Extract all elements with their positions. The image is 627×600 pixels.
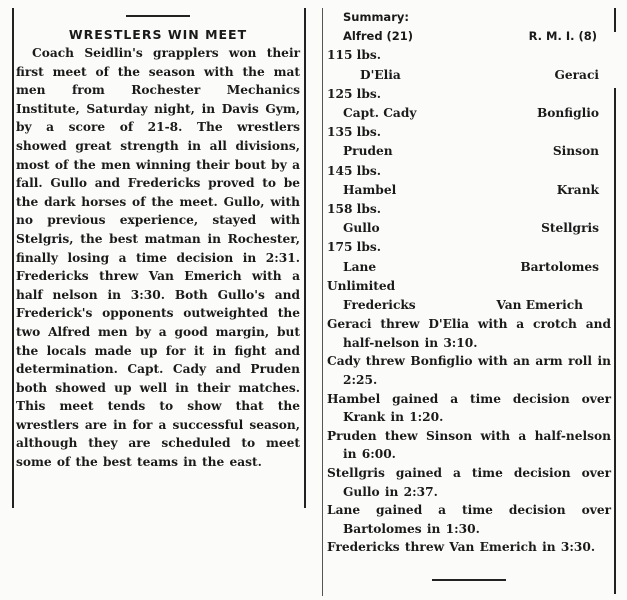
rmi-wrestler: Stellgris [541,221,599,236]
bout-list [327,46,611,315]
bout [327,277,611,315]
right-border-rule [614,88,616,594]
end-rule [432,579,506,581]
article-column [16,0,300,472]
right-border-rule-top [614,8,616,32]
weight-class: 135 lbs. [327,125,381,140]
rmi-wrestler: Krank [556,182,599,197]
weight-class: 158 lbs. [327,202,381,217]
alfred-wrestler: Pruden [343,144,393,159]
article-body: Coach Seidlin's grapplers won their first meet of the season with the mat men from Rochester Mechanics Institute, Saturday night, in Davis Gym, by a score of 21-8. The wrestlers showed great strength in all divisions, most of the men winning their bout by a fall. Gullo and Fredericks proved to be the dark horses of the meet. Gullo, with no previous experience, stayed with Stelgris, the best matman in Rochester, finally losing a time decision in 2:31. Fredericks threw Van Emerich with a half nelson in 3:30. Both Gullo's and Frederick's opponents outweighted the two Alfred men by a good margin, but the locals made up for it in fight and determination. Capt. Cady and Pruden both showed up well in their matches. This meet tends to show that the wrestlers are in for a successful season, although they are scheduled to meet some of the best teams in the east. [16,46,300,470]
headline-rule [126,15,190,17]
rmi-wrestler: Geraci [554,67,599,82]
rmi-wrestler: Sinson [552,144,599,159]
bout-result: Geraci threw D'Elia with a crotch and half-nelson in 3:10. [327,317,611,350]
bout [327,46,611,84]
bout [327,238,611,276]
summary-column [327,0,611,581]
alfred-wrestler: D'Elia [360,67,401,82]
team-alfred: Alfred (21) [343,29,414,44]
weight-class: 125 lbs. [327,86,381,101]
bout [327,123,611,161]
team-header [327,27,611,46]
team-rmi: R. M. I. (8) [528,29,597,44]
weight-class: 115 lbs. [327,48,381,63]
column-divider-left [304,8,306,508]
bout-result: Fredericks threw Van Emerich in 3:30. [327,540,596,555]
column-divider-right [322,8,323,596]
bout-result: Hambel gained a time decision over Krank in 1:20. [327,391,611,425]
article-headline: WRESTLERS WIN MEET [68,27,248,42]
bout [327,85,611,123]
rmi-wrestler: Bonfiglio [536,106,599,121]
weight-class: Unlimited [327,278,396,293]
alfred-wrestler: Hambel [343,182,397,197]
alfred-wrestler: Fredericks [343,298,416,313]
alfred-wrestler: Gullo [343,221,380,236]
bout-result: Stellgris gained a time decision over Gullo in 2:37. [327,466,611,499]
bout-result: Pruden thew Sinson with a half-nelson in 6:00. [327,428,611,462]
summary-label: Summary: [343,10,409,24]
rmi-wrestler: Van Emerich [496,298,583,313]
weight-class: 175 lbs. [327,240,381,255]
alfred-wrestler: Capt. Cady [343,106,417,121]
alfred-wrestler: Lane [343,259,377,274]
weight-class: 145 lbs. [327,163,381,178]
bout [327,162,611,200]
bout-result: Cady threw Bonfiglio with an arm roll in 2:25. [327,354,611,388]
results-list [327,315,611,557]
rmi-wrestler: Bartolomes [520,259,599,274]
left-border-rule [12,8,14,508]
bout-result: Lane gained a time decision over Bartolomes in 1:30. [327,503,611,536]
bout [327,200,611,238]
